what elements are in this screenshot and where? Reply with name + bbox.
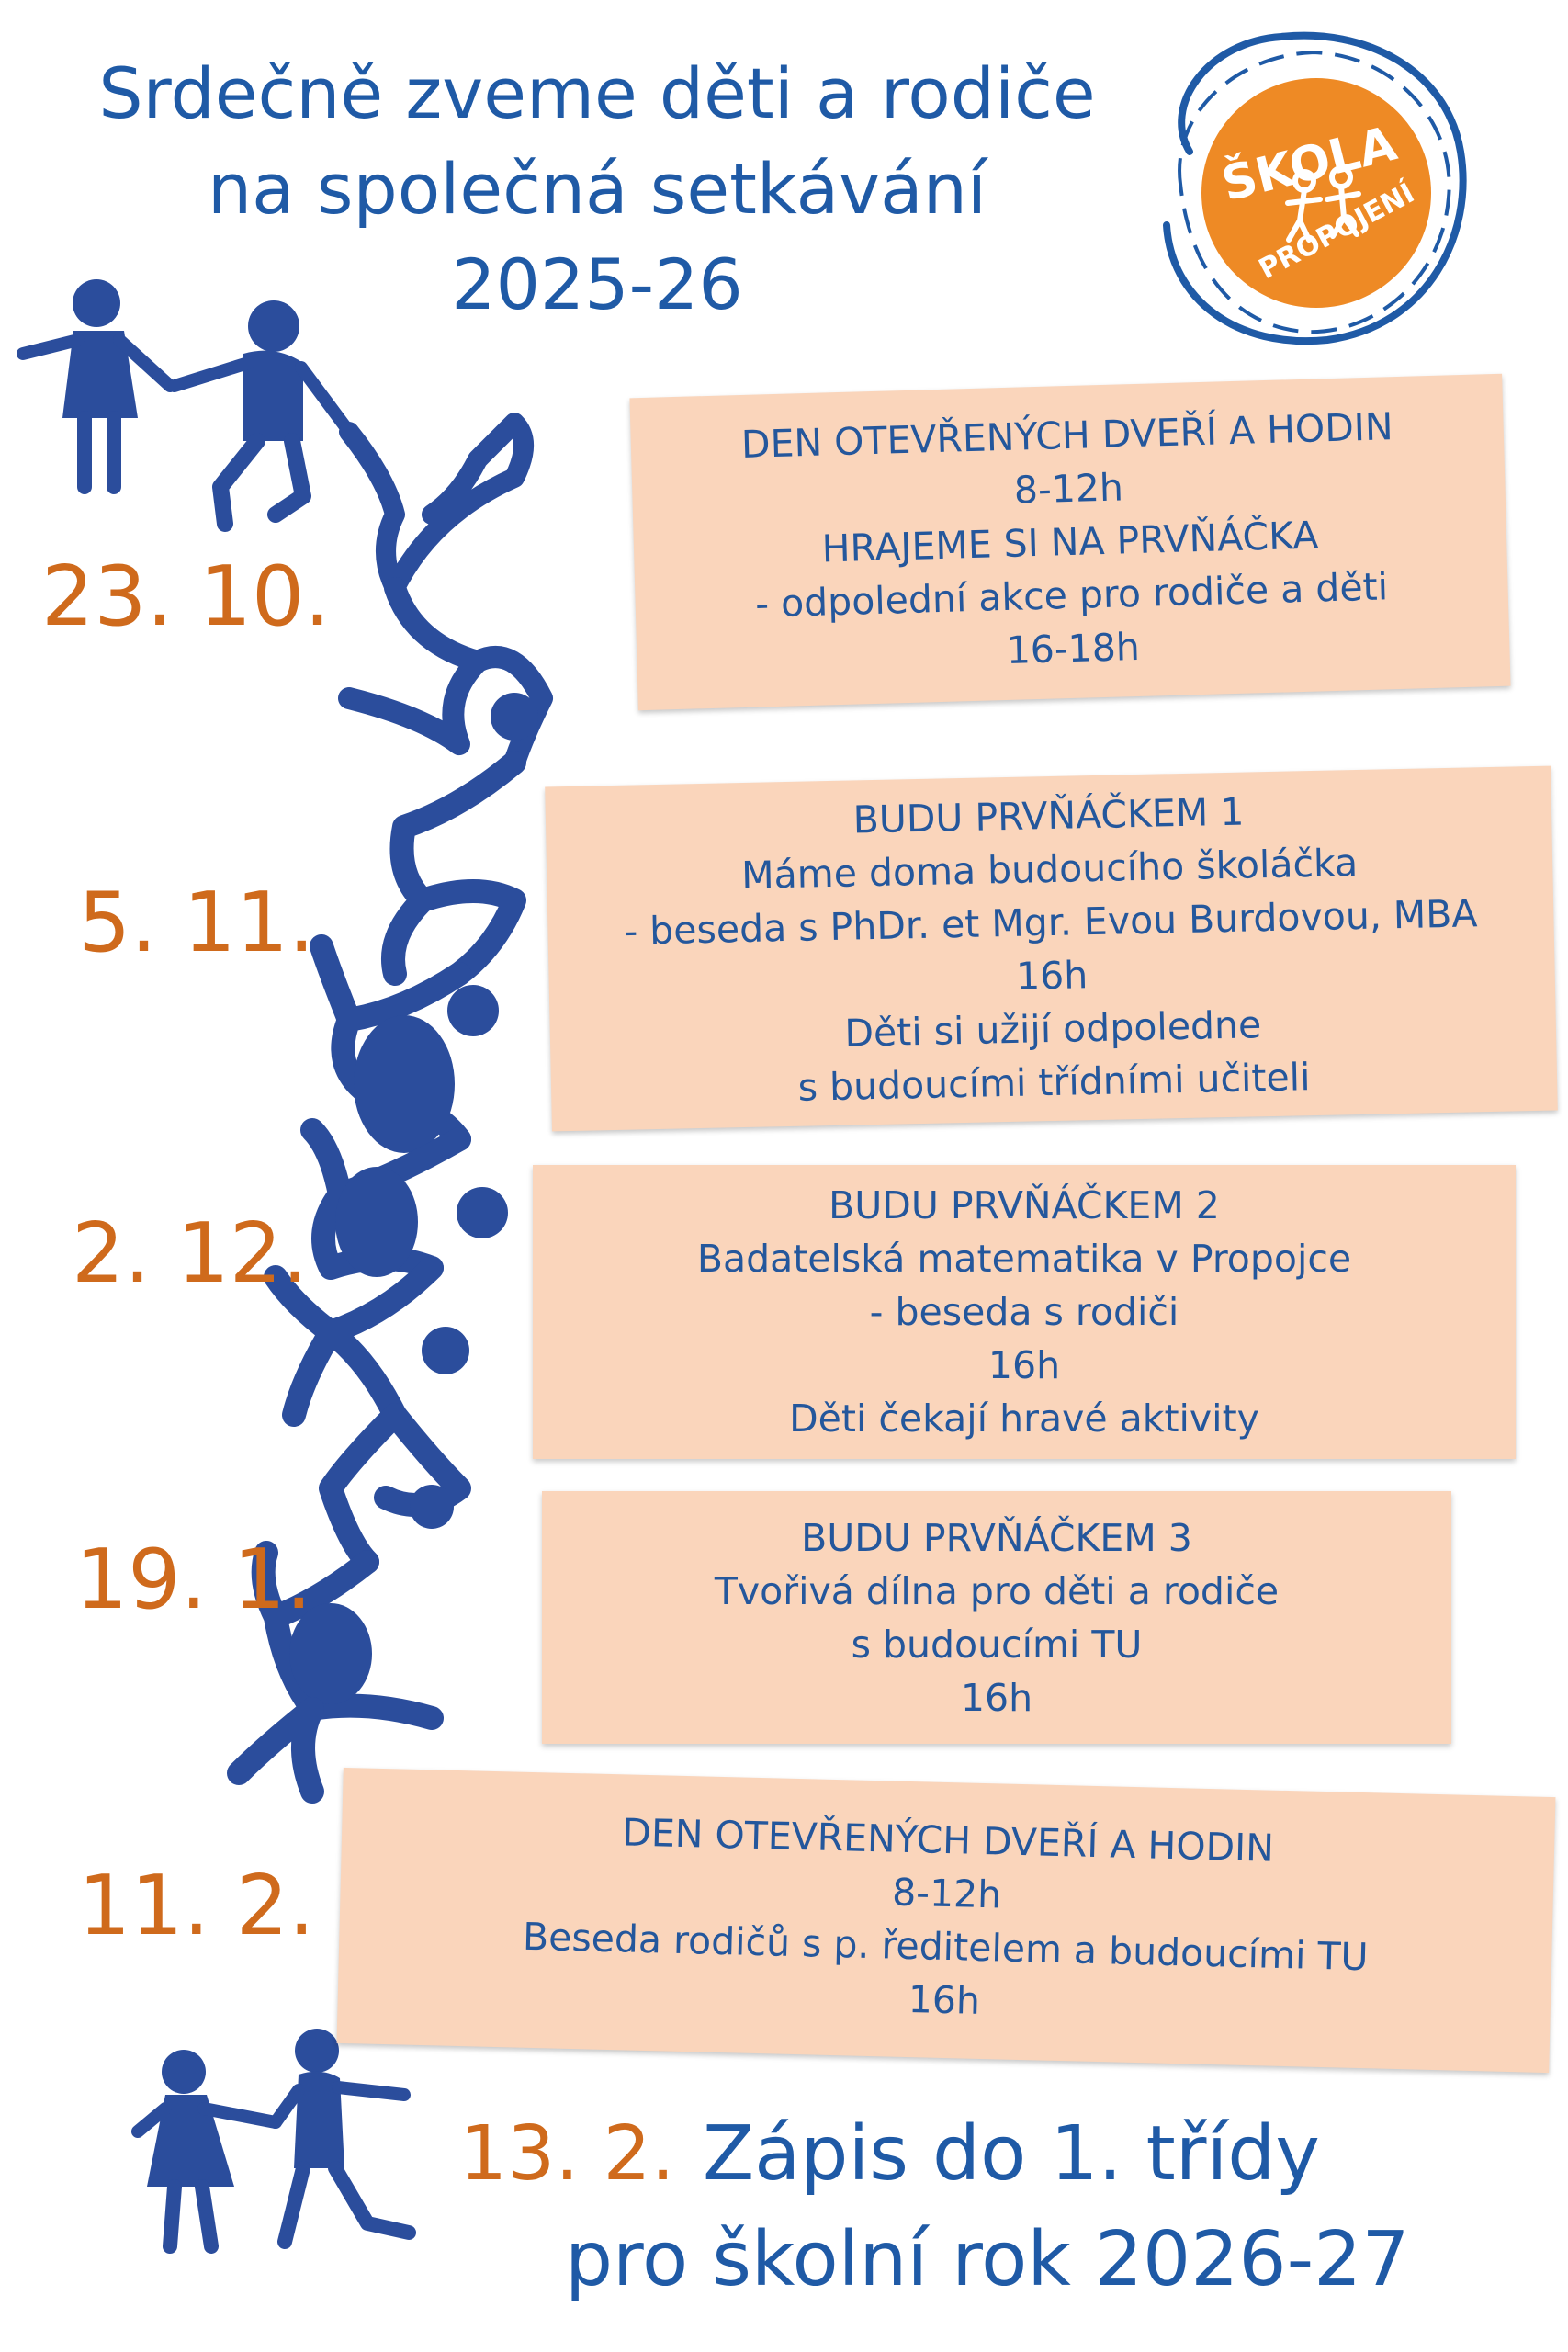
- event-line: BUDU PRVŇÁČKEM 2: [829, 1183, 1220, 1227]
- event-line: HRAJEME SI NA PRVŇÁČKA: [821, 513, 1319, 571]
- event-date: 11. 2.: [78, 1858, 315, 1954]
- title-line-1: Srdečně zveme děti a rodiče: [98, 52, 1096, 134]
- event-line: Tvořivá dílna pro děti a rodiče: [714, 1568, 1280, 1613]
- event-date: 2. 12.: [72, 1205, 309, 1302]
- event-line: DEN OTEVŘENÝCH DVEŘÍ A HODIN: [621, 1810, 1275, 1871]
- event-line: Badatelská matematika v Propojce: [696, 1237, 1352, 1281]
- event-line: s budoucími třídními učiteli: [797, 1054, 1311, 1110]
- event-line: 8-12h: [1013, 465, 1124, 513]
- event-card: [533, 1165, 1516, 1459]
- logo-bottom-text: PROPOJENÍ: [1253, 176, 1420, 287]
- child-figure-icon: [23, 279, 170, 487]
- event-line: 16-18h: [1006, 624, 1141, 673]
- child-figure-icon: [175, 300, 349, 524]
- title-line-2: na společná setkávání: [207, 148, 987, 230]
- event-line: 8-12h: [891, 1870, 1002, 1917]
- child-figure-icon: [276, 2029, 409, 2242]
- event-line: Máme doma budoucího školáčka: [740, 840, 1359, 898]
- event-line: Beseda rodičů s p. ředitelem a budoucími TU: [522, 1914, 1370, 1980]
- event-line: BUDU PRVŇÁČKEM 3: [801, 1515, 1192, 1560]
- enrollment-line-1: Zápis do 1. třídy: [703, 2110, 1320, 2198]
- event-line: 16h: [987, 1343, 1061, 1387]
- event-line: 16h: [960, 1675, 1033, 1720]
- event-date: 19. 1.: [75, 1532, 312, 1628]
- event-card: [337, 1768, 1556, 2073]
- event-card: [542, 1491, 1451, 1744]
- event-line: s budoucími TU: [851, 1622, 1143, 1667]
- child-figure-icon: [138, 2050, 276, 2246]
- event-line: - beseda s PhDr. et Mgr. Evou Burdovou, MBA: [623, 890, 1478, 954]
- event-line: BUDU PRVŇÁČKEM 1: [852, 789, 1245, 842]
- enrollment-date: 13. 2.: [459, 2110, 675, 2198]
- title-line-3: 2025-26: [451, 243, 743, 325]
- event-line: DEN OTEVŘENÝCH DVEŘÍ A HODIN: [740, 404, 1394, 467]
- event-line: 16h: [908, 1977, 981, 2023]
- event-card: [629, 374, 1510, 710]
- event-card: [545, 766, 1558, 1132]
- event-date: 23. 10.: [41, 548, 331, 645]
- logo-top-text: ŠKOLA: [1216, 116, 1403, 213]
- event-line: - beseda s rodiči: [869, 1290, 1179, 1334]
- event-date: 5. 11.: [78, 875, 315, 971]
- event-line: - odpolední akce pro rodiče a děti: [754, 564, 1389, 627]
- event-line: Děti si užijí odpoledne: [843, 1001, 1262, 1056]
- enrollment-line-2: pro školní rok 2026-27: [565, 2216, 1410, 2303]
- event-line: Děti čekají hravé aktivity: [789, 1396, 1259, 1441]
- event-line: 16h: [1015, 952, 1089, 999]
